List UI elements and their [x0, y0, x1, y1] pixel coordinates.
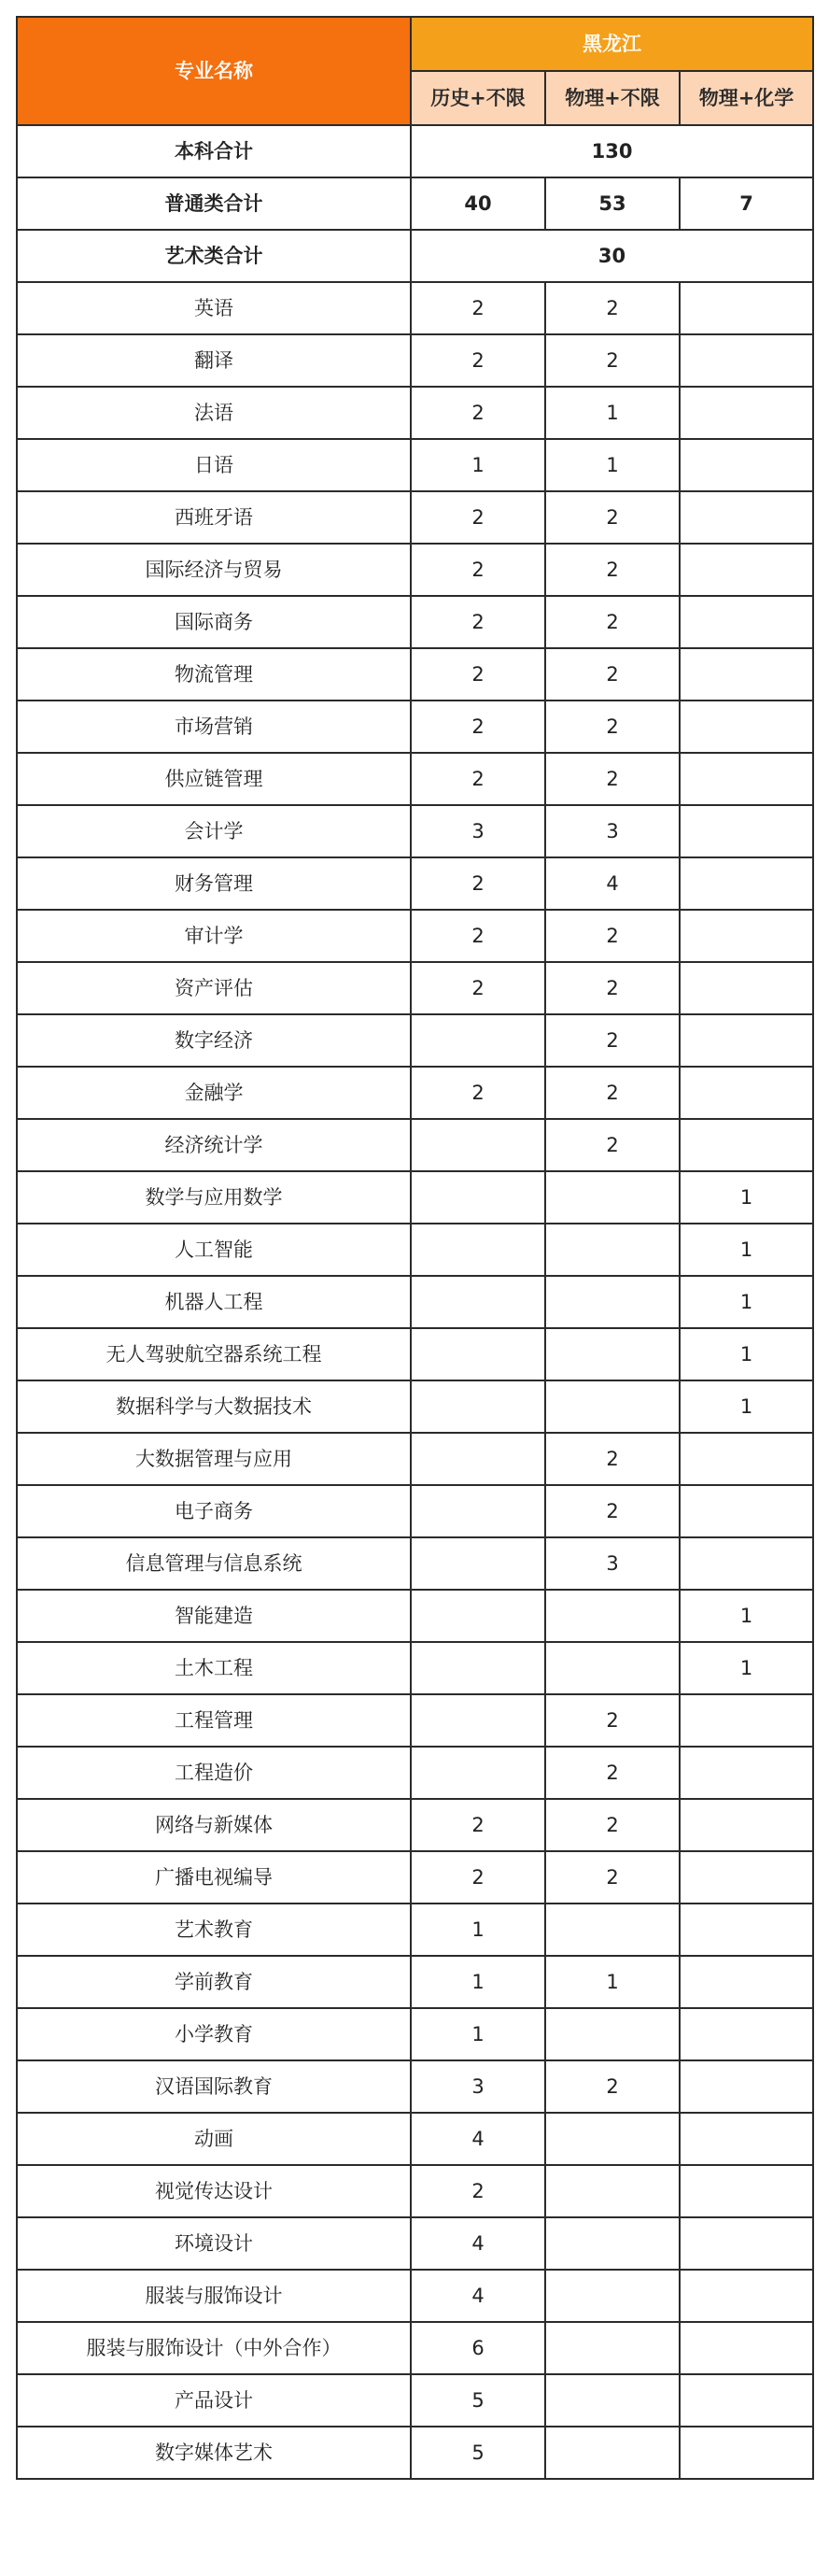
quota-cell [411, 1380, 545, 1433]
major-name-cell: 艺术教育 [17, 1904, 411, 1956]
quota-cell: 2 [545, 1119, 680, 1171]
table-row [17, 1956, 813, 2008]
quota-cell [680, 1433, 813, 1485]
quota-cell [680, 2060, 813, 2113]
quota-cell: 2 [545, 334, 680, 387]
quota-cell: 1 [411, 439, 545, 491]
major-name-cell: 供应链管理 [17, 753, 411, 805]
quota-cell [545, 1171, 680, 1224]
quota-cell [411, 1485, 545, 1537]
art-total-row [17, 230, 813, 282]
quota-cell [680, 962, 813, 1014]
major-name-cell: 环境设计 [17, 2217, 411, 2270]
table-row [17, 1642, 813, 1694]
major-name-cell: 学前教育 [17, 1956, 411, 2008]
table-row [17, 1799, 813, 1851]
table-row [17, 2060, 813, 2113]
quota-cell: 5 [411, 2374, 545, 2427]
quota-cell: 2 [545, 753, 680, 805]
quota-cell [545, 2427, 680, 2479]
quota-cell [411, 1590, 545, 1642]
quota-cell [545, 1276, 680, 1328]
quota-cell [545, 2322, 680, 2374]
total-value: 130 [411, 125, 813, 177]
quota-cell [411, 1642, 545, 1694]
quota-cell [411, 1537, 545, 1590]
quota-cell [680, 282, 813, 334]
quota-cell: 4 [411, 2217, 545, 2270]
table-row [17, 1485, 813, 1537]
quota-cell: 1 [680, 1642, 813, 1694]
quota-cell [411, 1119, 545, 1171]
quota-cell [680, 1485, 813, 1537]
table-row [17, 962, 813, 1014]
quota-cell [411, 1014, 545, 1067]
quota-cell: 6 [411, 2322, 545, 2374]
quota-cell: 4 [411, 2270, 545, 2322]
table-row [17, 1433, 813, 1485]
quota-cell: 1 [545, 1956, 680, 2008]
table-row [17, 910, 813, 962]
major-name-cell: 物流管理 [17, 648, 411, 701]
quota-cell [680, 1014, 813, 1067]
major-name-cell: 金融学 [17, 1067, 411, 1119]
quota-cell: 4 [545, 857, 680, 910]
general-total-row [17, 177, 813, 230]
quota-cell: 2 [545, 1799, 680, 1851]
quota-cell [680, 1119, 813, 1171]
major-name-cell: 人工智能 [17, 1224, 411, 1276]
quota-cell: 2 [411, 962, 545, 1014]
table-row [17, 805, 813, 857]
table-row [17, 1904, 813, 1956]
quota-cell [680, 910, 813, 962]
quota-cell [680, 648, 813, 701]
quota-cell: 2 [545, 491, 680, 544]
table-row [17, 1067, 813, 1119]
quota-cell: 2 [411, 1799, 545, 1851]
major-name-cell: 数学与应用数学 [17, 1171, 411, 1224]
quota-cell [545, 1590, 680, 1642]
quota-cell [545, 2374, 680, 2427]
major-name-cell: 审计学 [17, 910, 411, 962]
major-name-cell: 国际经济与贸易 [17, 544, 411, 596]
major-name-cell: 西班牙语 [17, 491, 411, 544]
table-row [17, 544, 813, 596]
table-row [17, 1590, 813, 1642]
table-row [17, 491, 813, 544]
table-row [17, 387, 813, 439]
quota-cell: 2 [545, 596, 680, 648]
quota-cell: 2 [411, 596, 545, 648]
table-row [17, 1694, 813, 1747]
undergrad-total-row [17, 125, 813, 177]
subject-header: 历史+不限 [411, 71, 545, 125]
quota-cell [545, 1642, 680, 1694]
quota-cell: 5 [411, 2427, 545, 2479]
quota-cell: 1 [545, 387, 680, 439]
major-name-header: 专业名称 [17, 17, 411, 125]
major-name-cell: 会计学 [17, 805, 411, 857]
quota-cell [680, 2165, 813, 2217]
major-name-cell: 工程造价 [17, 1747, 411, 1799]
quota-cell [545, 2270, 680, 2322]
table-row [17, 282, 813, 334]
table-row [17, 2322, 813, 2374]
major-name-cell: 机器人工程 [17, 1276, 411, 1328]
quota-cell: 1 [680, 1590, 813, 1642]
quota-cell [680, 701, 813, 753]
quota-cell [545, 2217, 680, 2270]
quota-cell: 3 [545, 1537, 680, 1590]
total-label: 普通类合计 [17, 177, 411, 230]
table-row [17, 2113, 813, 2165]
major-name-cell: 电子商务 [17, 1485, 411, 1537]
major-name-cell: 日语 [17, 439, 411, 491]
quota-cell: 2 [545, 962, 680, 1014]
major-name-cell: 服装与服饰设计 [17, 2270, 411, 2322]
major-name-cell: 数字媒体艺术 [17, 2427, 411, 2479]
table-row [17, 1276, 813, 1328]
table-row [17, 439, 813, 491]
quota-cell [680, 753, 813, 805]
major-name-cell: 汉语国际教育 [17, 2060, 411, 2113]
total-label: 艺术类合计 [17, 230, 411, 282]
major-name-cell: 服装与服饰设计（中外合作） [17, 2322, 411, 2374]
table-row [17, 2427, 813, 2479]
quota-cell: 2 [545, 1851, 680, 1904]
quota-cell: 3 [411, 805, 545, 857]
quota-cell [545, 1380, 680, 1433]
quota-cell [680, 2217, 813, 2270]
quota-cell [680, 2008, 813, 2060]
quota-cell [680, 1851, 813, 1904]
quota-cell: 1 [545, 439, 680, 491]
major-name-cell: 工程管理 [17, 1694, 411, 1747]
table-row [17, 596, 813, 648]
table-row [17, 1537, 813, 1590]
quota-cell [680, 2322, 813, 2374]
quota-cell [680, 596, 813, 648]
province-header: 黑龙江 [411, 17, 813, 71]
quota-cell [411, 1276, 545, 1328]
table-row [17, 2008, 813, 2060]
quota-cell [680, 1799, 813, 1851]
table-row [17, 1380, 813, 1433]
table-row [17, 701, 813, 753]
quota-cell [680, 491, 813, 544]
quota-cell: 1 [680, 1171, 813, 1224]
quota-cell [680, 387, 813, 439]
quota-cell: 2 [545, 1694, 680, 1747]
quota-cell: 1 [680, 1224, 813, 1276]
major-name-cell: 网络与新媒体 [17, 1799, 411, 1851]
quota-cell [680, 2374, 813, 2427]
quota-cell: 1 [680, 1328, 813, 1380]
quota-cell [680, 2270, 813, 2322]
major-name-cell: 资产评估 [17, 962, 411, 1014]
quota-cell: 1 [680, 1380, 813, 1433]
major-name-cell: 市场营销 [17, 701, 411, 753]
quota-cell [680, 1956, 813, 2008]
enrollment-plan-table [16, 16, 814, 2480]
table-row [17, 1328, 813, 1380]
table-row [17, 753, 813, 805]
quota-cell [680, 1067, 813, 1119]
quota-cell [680, 439, 813, 491]
major-name-cell: 产品设计 [17, 2374, 411, 2427]
major-name-cell: 广播电视编导 [17, 1851, 411, 1904]
quota-cell: 2 [411, 544, 545, 596]
major-name-cell: 翻译 [17, 334, 411, 387]
quota-cell [545, 1328, 680, 1380]
table-row [17, 334, 813, 387]
table-row [17, 1747, 813, 1799]
major-name-cell: 动画 [17, 2113, 411, 2165]
quota-cell: 2 [411, 2165, 545, 2217]
quota-cell [545, 2008, 680, 2060]
quota-cell: 2 [545, 1014, 680, 1067]
quota-cell: 2 [545, 1433, 680, 1485]
major-name-cell: 视觉传达设计 [17, 2165, 411, 2217]
quota-cell: 2 [411, 648, 545, 701]
table-row [17, 1851, 813, 1904]
subject-header: 物理+化学 [680, 71, 813, 125]
quota-cell: 2 [545, 648, 680, 701]
quota-cell [680, 1537, 813, 1590]
quota-cell: 2 [411, 701, 545, 753]
quota-cell: 3 [545, 805, 680, 857]
major-name-cell: 经济统计学 [17, 1119, 411, 1171]
quota-cell [545, 1224, 680, 1276]
quota-cell: 2 [411, 753, 545, 805]
quota-cell [680, 857, 813, 910]
major-name-cell: 大数据管理与应用 [17, 1433, 411, 1485]
major-name-cell: 信息管理与信息系统 [17, 1537, 411, 1590]
total-value: 30 [411, 230, 813, 282]
quota-cell [680, 544, 813, 596]
subject-header: 物理+不限 [545, 71, 680, 125]
major-name-cell: 数字经济 [17, 1014, 411, 1067]
quota-cell: 2 [545, 544, 680, 596]
quota-cell: 2 [411, 334, 545, 387]
table-row [17, 2217, 813, 2270]
quota-cell [411, 1328, 545, 1380]
quota-cell: 2 [545, 1485, 680, 1537]
quota-cell: 2 [411, 282, 545, 334]
quota-cell [680, 2113, 813, 2165]
quota-cell: 2 [545, 2060, 680, 2113]
quota-cell [545, 2113, 680, 2165]
major-name-cell: 数据科学与大数据技术 [17, 1380, 411, 1433]
quota-cell [411, 1694, 545, 1747]
total-value: 7 [680, 177, 813, 230]
table-row [17, 857, 813, 910]
quota-cell [680, 1904, 813, 1956]
quota-cell: 2 [545, 701, 680, 753]
quota-cell: 2 [411, 491, 545, 544]
quota-cell: 2 [411, 1851, 545, 1904]
quota-cell: 2 [411, 857, 545, 910]
quota-cell [680, 334, 813, 387]
major-name-cell: 法语 [17, 387, 411, 439]
quota-cell: 3 [411, 2060, 545, 2113]
quota-cell [680, 805, 813, 857]
table-row [17, 648, 813, 701]
major-name-cell: 英语 [17, 282, 411, 334]
quota-cell: 4 [411, 2113, 545, 2165]
quota-cell: 2 [545, 1067, 680, 1119]
major-name-cell: 小学教育 [17, 2008, 411, 2060]
quota-cell: 1 [411, 2008, 545, 2060]
major-name-cell: 无人驾驶航空器系统工程 [17, 1328, 411, 1380]
major-name-cell: 土木工程 [17, 1642, 411, 1694]
quota-cell [680, 2427, 813, 2479]
quota-cell: 2 [545, 282, 680, 334]
major-name-cell: 财务管理 [17, 857, 411, 910]
table-row [17, 1171, 813, 1224]
table-row [17, 1224, 813, 1276]
table-row [17, 2374, 813, 2427]
quota-cell: 2 [411, 387, 545, 439]
quota-cell: 1 [680, 1276, 813, 1328]
table-row [17, 2165, 813, 2217]
quota-cell: 1 [411, 1956, 545, 2008]
table-row [17, 1014, 813, 1067]
total-value: 53 [545, 177, 680, 230]
quota-cell: 1 [411, 1904, 545, 1956]
quota-cell: 2 [545, 1747, 680, 1799]
quota-cell [411, 1433, 545, 1485]
quota-cell [545, 1904, 680, 1956]
quota-cell [411, 1171, 545, 1224]
quota-cell [680, 1694, 813, 1747]
major-name-cell: 国际商务 [17, 596, 411, 648]
quota-cell: 2 [545, 910, 680, 962]
major-name-cell: 智能建造 [17, 1590, 411, 1642]
quota-cell: 2 [411, 910, 545, 962]
quota-cell [545, 2165, 680, 2217]
total-label: 本科合计 [17, 125, 411, 177]
table-row [17, 2270, 813, 2322]
quota-cell [411, 1747, 545, 1799]
quota-cell: 2 [411, 1067, 545, 1119]
quota-cell [411, 1224, 545, 1276]
table-row [17, 1119, 813, 1171]
quota-cell [680, 1747, 813, 1799]
total-value: 40 [411, 177, 545, 230]
